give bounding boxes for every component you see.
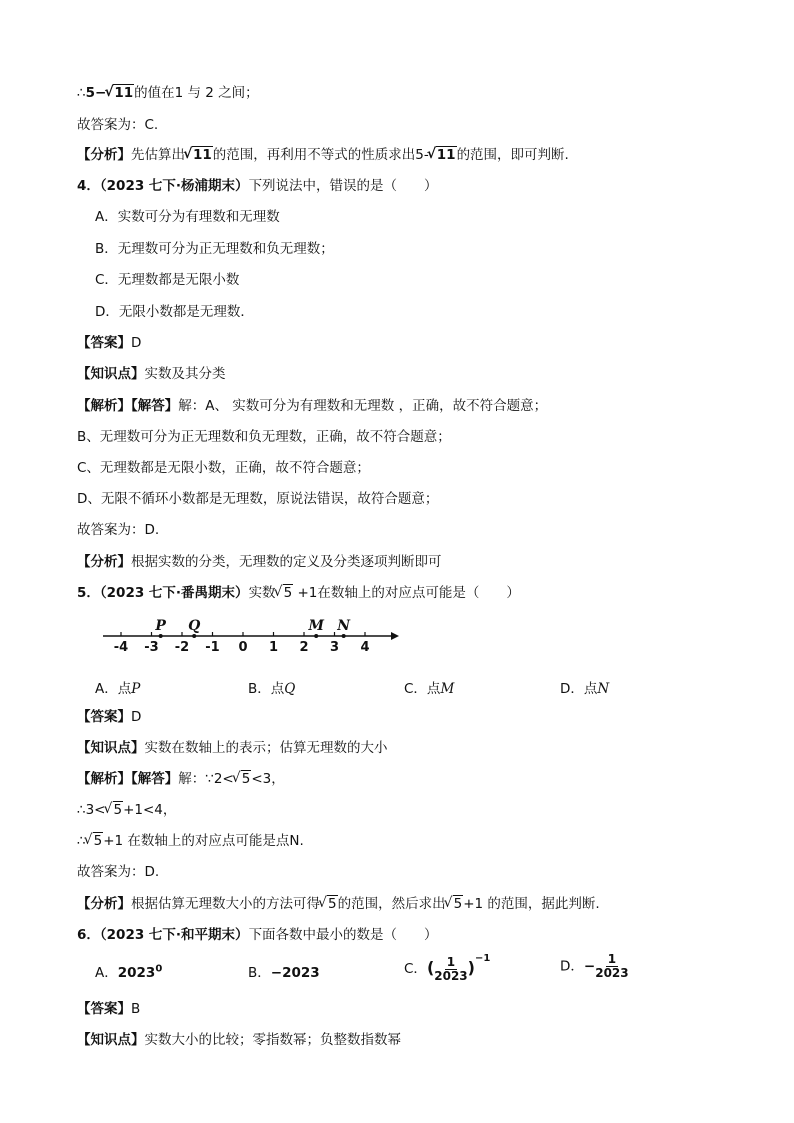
- tick-label: 3: [329, 640, 340, 655]
- question-5-stem: 5．（2023 七下·番禺期末）实数√ 5 +1在数轴上的对应点可能是（ ）: [77, 584, 520, 602]
- q4-solution-4: D、无限不循环小数都是无理数，原说法错误，故符合题意；: [77, 491, 439, 507]
- point-dot: [342, 634, 346, 638]
- point-label: P: [155, 618, 166, 634]
- q5-option-a: A．点P: [95, 681, 141, 697]
- tick-label: -1: [205, 640, 220, 655]
- q6-answer: 【答案】B: [77, 1001, 141, 1017]
- q6-option-a: A．2023$^0$: [95, 963, 163, 981]
- tick-label: 0: [238, 640, 248, 655]
- sqrt-11: √ 11: [106, 84, 134, 102]
- question-4-stem: 4．（2023 七下·杨浦期末）下列说法中，错误的是（ ）: [77, 178, 438, 194]
- q6-knowledge-point: 【知识点】实数大小的比较；零指数幂；负整数指数幂: [77, 1032, 401, 1048]
- q5-option-c: C．点M: [404, 681, 455, 697]
- q5-solution-3: ∴√ 5+1 在数轴上的对应点可能是点N.: [77, 832, 304, 850]
- tick-label: -3: [144, 640, 159, 655]
- q5-option-d: D．点N: [560, 681, 610, 697]
- point-dot: [314, 634, 318, 638]
- q4-solution-2: B、无理数可分为正无理数和负无理数，正确，故不符合题意；: [77, 429, 451, 445]
- q4-option-d: D．无限小数都是无理数．: [95, 304, 254, 320]
- q5-solution-2: ∴3<√ 5+1<4，: [77, 801, 176, 819]
- axis-arrow: [391, 632, 399, 640]
- tick-label: 4: [360, 640, 370, 655]
- tick-label: 1: [268, 640, 279, 655]
- point-label: N: [337, 618, 351, 634]
- q5-solution-1: 【解析】【解答】解：∵2<√ 5<3，: [77, 770, 285, 788]
- therefore-symbol: ∴: [77, 85, 86, 101]
- q5-option-b: B．点Q: [248, 681, 296, 697]
- q4-solution-1: 【解析】【解答】解：A、 实数可分为有理数和无理数 ，正确，故不符合题意；: [77, 398, 548, 414]
- q4-option-c: C．无理数都是无限小数: [95, 272, 240, 288]
- tick-label: 2: [299, 640, 309, 655]
- q4-solution-5: 故答案为：D.: [77, 522, 160, 538]
- point-dot: [159, 634, 163, 638]
- answer-line-3: 故答案为：C.: [77, 117, 159, 133]
- q6-option-c: C．( $\frac{1}{2023}$ )$^{-1}$: [404, 953, 491, 983]
- point-label: Q: [188, 618, 201, 634]
- q4-knowledge-point: 【知识点】实数及其分类: [77, 366, 226, 382]
- q5-answer: 【答案】D: [77, 709, 142, 725]
- analysis-line-3: 【分析】先估算出√ 11的范围，再利用不等式的性质求出5-√ 11的范围，即可判断.: [77, 146, 569, 164]
- q6-option-b: B．−2023: [248, 965, 320, 981]
- point-label: M: [308, 618, 324, 634]
- therefore-line: ∴5−√ 11的值在1 与 2 之间；: [77, 84, 259, 102]
- number-line: [95, 612, 415, 658]
- point-dot: [192, 634, 196, 638]
- q4-answer: 【答案】D: [77, 335, 142, 351]
- q4-option-a: A．实数可分为有理数和无理数: [95, 209, 280, 225]
- q4-option-b: B．无理数可分为正无理数和负无理数；: [95, 241, 334, 257]
- tick-label: -4: [113, 640, 129, 655]
- q6-option-d: D．− $\frac{1}{2023}$: [560, 952, 629, 980]
- q4-solution-3: C、无理数都是无限小数，正确，故不符合题意；: [77, 460, 370, 476]
- tick-label: -2: [174, 640, 190, 655]
- q5-knowledge-point: 【知识点】实数在数轴上的表示；估算无理数的大小: [77, 740, 388, 756]
- q4-analysis: 【分析】根据实数的分类，无理数的定义及分类逐项判断即可: [77, 554, 442, 570]
- q5-solution-4: 故答案为：D.: [77, 864, 160, 880]
- q5-analysis: 【分析】根据估算无理数大小的方法可得√ 5的范围，然后求出√ 5+1 的范围，据此判断.: [77, 895, 600, 913]
- question-6-stem: 6．（2023 七下·和平期末）下面各数中最小的数是（ ）: [77, 927, 438, 943]
